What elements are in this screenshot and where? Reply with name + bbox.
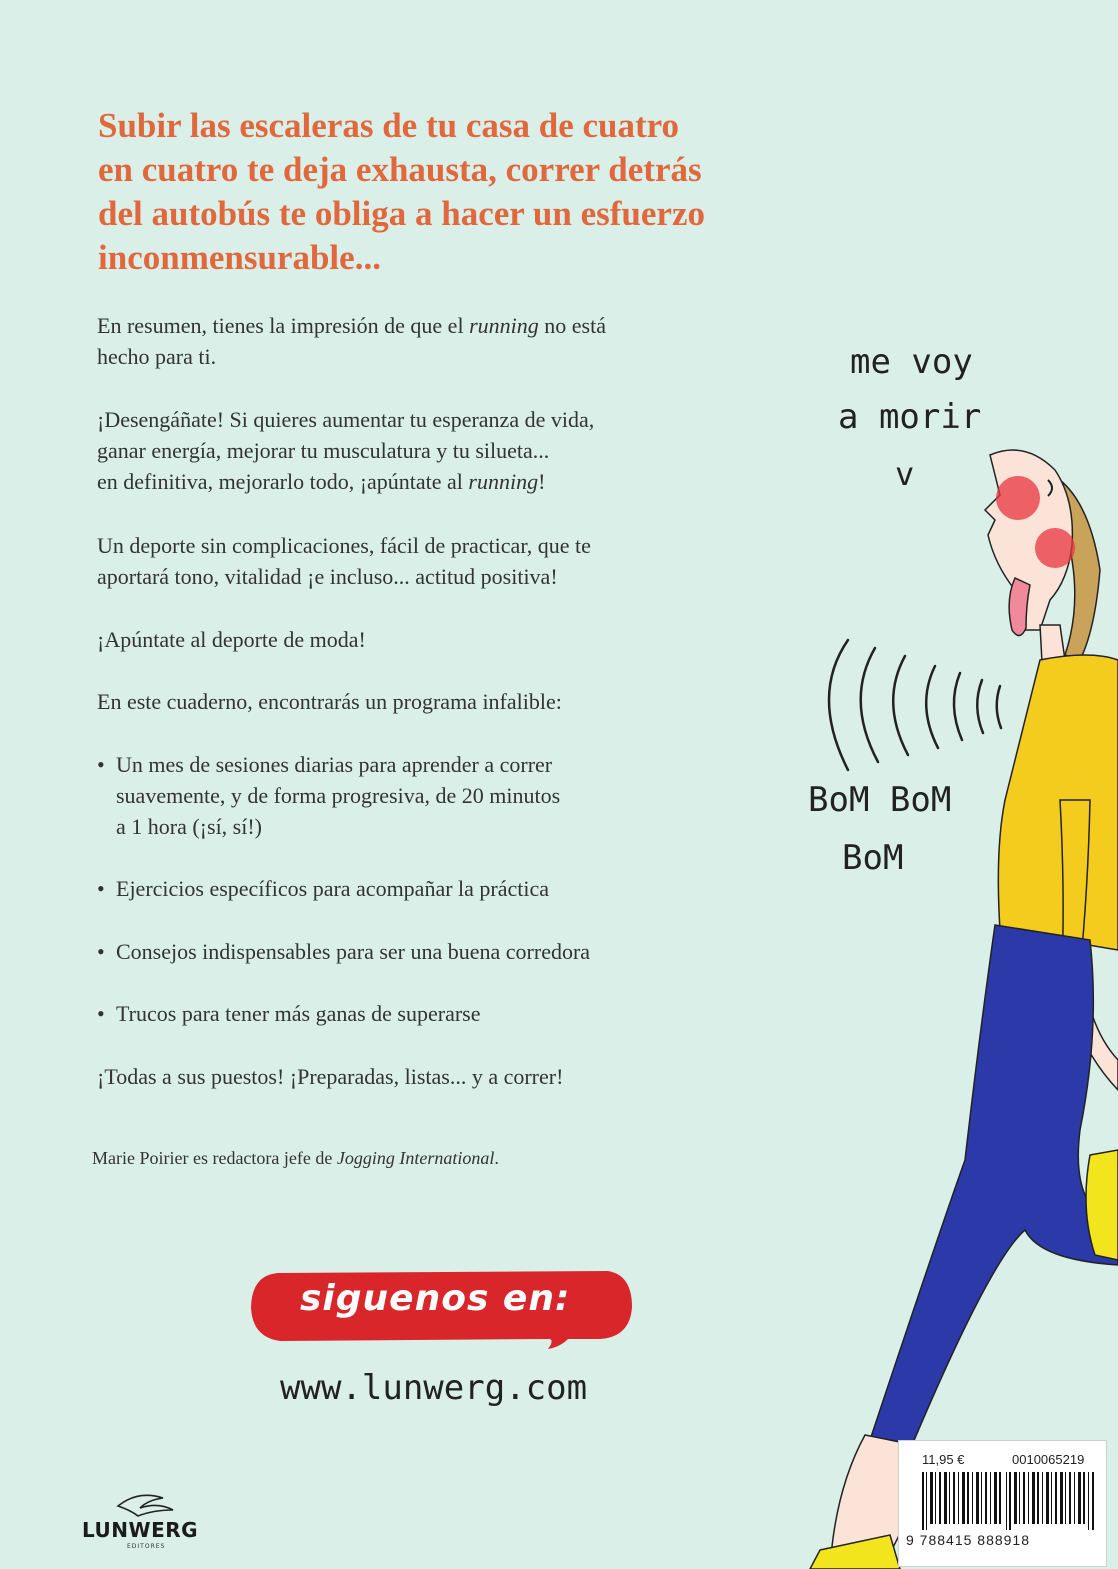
publisher-subtitle: EDITORES xyxy=(127,1543,166,1550)
paragraph-closing: ¡Todas a sus puestos! ¡Preparadas, listas... y a correr! xyxy=(97,1064,564,1089)
barcode-icon xyxy=(922,1472,1100,1530)
sound-waves-icon xyxy=(829,640,1001,770)
paragraph-line: ¡Desengáñate! Si quieres aumentar tu esperanza de vida, xyxy=(97,407,595,432)
bullet-line: Consejos indispensables para ser una buena corredora xyxy=(116,939,591,964)
bullet-icon: • xyxy=(97,876,105,901)
bullet-line: suavemente, y de forma progresiva, de 20 minutos xyxy=(116,783,561,808)
paragraph-line: ganar energía, mejorar tu musculatura y tu silueta... xyxy=(97,438,550,463)
text-run: En resumen, tienes la impresión de que el xyxy=(97,313,470,338)
text-run: no está xyxy=(538,313,606,338)
pants-icon xyxy=(870,925,1118,1450)
paragraph-line: hecho para ti. xyxy=(97,344,217,369)
handwritten-text: me voy xyxy=(850,342,973,382)
text-run: en definitiva, mejorarlo todo, ¡apúntate al xyxy=(97,469,469,494)
paragraph-line: aportará tono, vitalidad ¡e incluso... actitud positiva! xyxy=(97,564,558,589)
headline-line: del autobús te obliga a hacer un esfuerzo xyxy=(98,194,705,233)
publisher-name: LUNWERG xyxy=(82,1518,199,1542)
arrow-down-icon: v xyxy=(895,455,915,493)
bird-icon xyxy=(118,1495,173,1516)
price: 11,95 € xyxy=(922,1452,965,1467)
bullet-line: a 1 hora (¡sí, sí!) xyxy=(116,814,263,839)
handwritten-text: a morir xyxy=(838,397,982,437)
headline xyxy=(98,104,818,280)
headline-line: inconmensurable... xyxy=(98,238,381,277)
bullet-icon: • xyxy=(97,939,105,964)
cheek-icon xyxy=(996,476,1040,520)
isbn: 9 788415 888918 xyxy=(906,1532,1030,1548)
paragraph-cuaderno: En este cuaderno, encontrarás un programa infalible: xyxy=(97,689,562,714)
paragraph-desenganate xyxy=(97,404,594,497)
follow-label: siguenos en: xyxy=(300,1278,571,1319)
paragraph-deporte xyxy=(97,530,591,592)
bullet-icon: • xyxy=(97,1001,105,1026)
cheek-icon xyxy=(1035,528,1075,568)
handwritten-text: BoM BoM xyxy=(808,780,952,820)
runner-illustration xyxy=(790,330,1118,1569)
magazine-name: Jogging International xyxy=(336,1148,495,1168)
emphasis-running: running xyxy=(468,469,539,494)
headline-line: Subir las escaleras de tu casa de cuatro xyxy=(98,106,680,145)
website-link[interactable]: www.lunwerg.com xyxy=(280,1368,588,1408)
paragraph-summary xyxy=(97,310,606,372)
bullet-line: Trucos para tener más ganas de superarse xyxy=(116,1001,481,1026)
emphasis-running: running xyxy=(469,313,539,338)
author-credit xyxy=(92,1148,499,1169)
bullet-icon: • xyxy=(97,752,105,777)
bullet-line: Ejercicios específicos para acompañar la práctica xyxy=(116,876,550,901)
paragraph-line xyxy=(97,466,594,497)
handwritten-text: BoM xyxy=(842,838,904,878)
paragraph-moda: ¡Apúntate al deporte de moda! xyxy=(97,627,366,652)
text-run: ! xyxy=(538,469,546,494)
paragraph-line xyxy=(97,310,606,341)
shirt-icon xyxy=(998,655,1118,950)
paragraph-line: Un deporte sin complicaciones, fácil de practicar, que te xyxy=(97,533,591,558)
product-code: 0010065219 xyxy=(1012,1452,1085,1467)
bullet-line: Un mes de sesiones diarias para aprender a correr xyxy=(116,752,553,777)
text-run: Marie Poirier es redactora jefe de xyxy=(92,1148,337,1168)
headline-line: en cuatro te deja exhausta, correr detrás xyxy=(98,150,702,189)
text-run: . xyxy=(494,1148,499,1168)
